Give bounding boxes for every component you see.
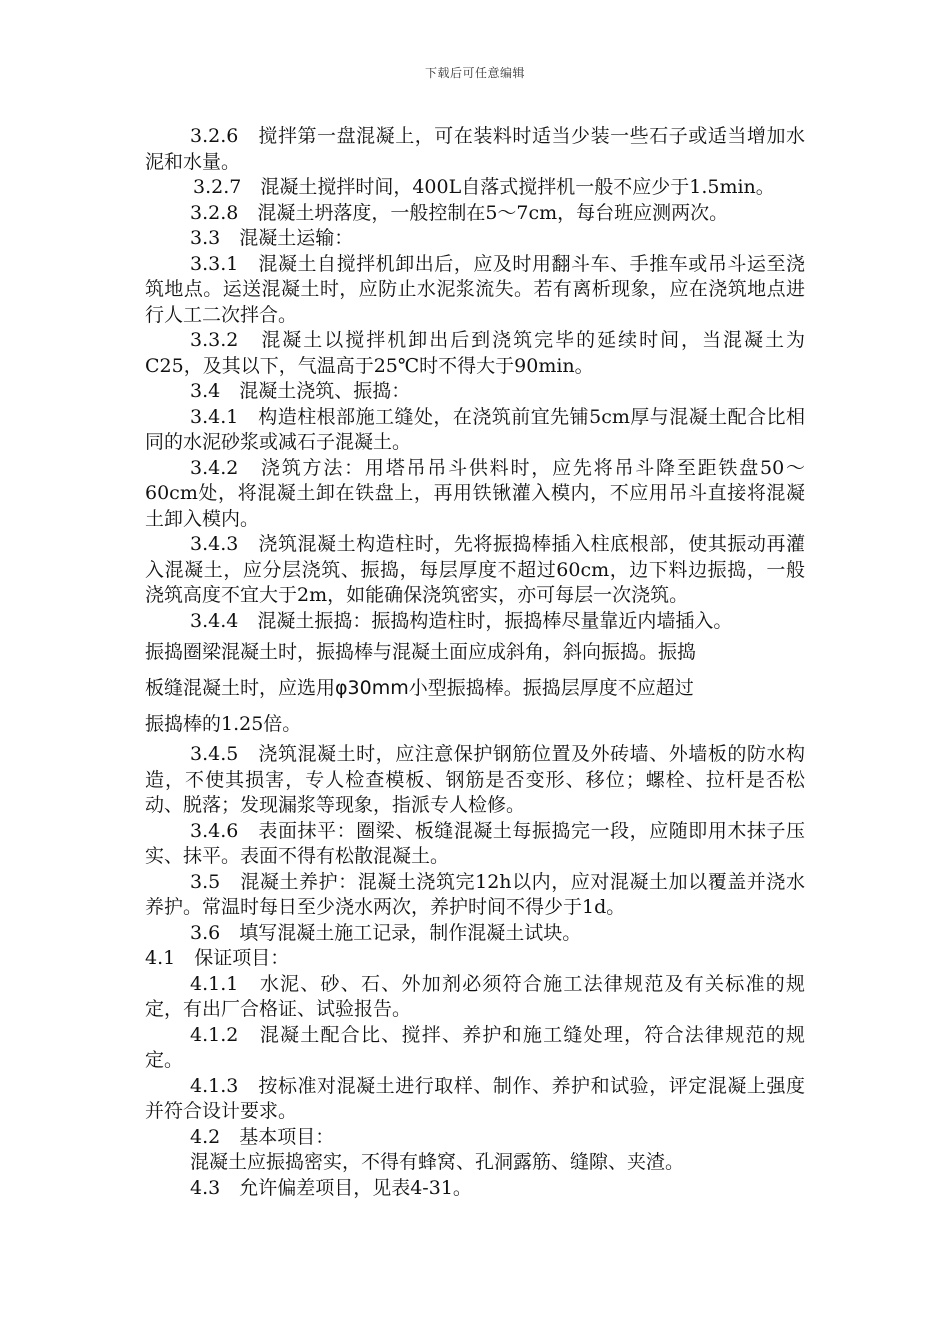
paragraph-3-4-2: 3.4.2 浇筑方法：用塔吊吊斗供料时，应先将吊斗降至距铁盘50～60cm处，将混凝土卸在铁盘上，再用铁锹灌入模内，不应用吊斗直接将混凝土卸入模内。 [145,456,805,530]
paragraph-4-1-1: 4.1.1 水泥、砂、石、外加剂必须符合施工法律规范及有关标准的规定，有出厂合格证、试验报告。 [145,972,805,1020]
paragraph-3-4-3: 3.4.3 浇筑混凝土构造柱时，先将振捣棒插入柱底根部，使其振动再灌入混凝土，应分层浇筑、振捣，每层厚度不超过60cm，边下料边振捣，一般浇筑高度不宜大于2m，如能确保浇筑密实，亦可每层一次浇筑。 [145,533,805,606]
paragraph-3-4-5: 3.4.5 浇筑混凝土时，应注意保护钢筋位置及外砖墙、外墙板的防水构造，不使其损害，专人检查模板、钢筋是否变形、移位；螺栓、拉杆是否松动、脱落；发现漏浆等现象，指派专人检修。 [145,743,805,816]
heading-3-4: 3.4 混凝土浇筑、振捣： [190,380,411,402]
paragraph-3-4-4-line1: 3.4.4 混凝土振捣：振捣构造柱时，振捣棒尽量靠近内墙插入。 [190,609,733,632]
paragraph-3-3-1: 3.3.1 混凝土自搅拌机卸出后，应及时用翻斗车、手推车或吊斗运至浇筑地点。运送混凝土时，应防止水泥浆流失。若有离析现象，应在浇筑地点进行人工二次拌合。 [145,252,805,326]
paragraph-3-5: 3.5 混凝土养护：混凝土浇筑完12h以内，应对混凝土加以覆盖并浇水养护。常温时每日至少浇水两次，养护时间不得少于1d。 [145,870,805,918]
line3-post-text: 小型振捣棒。振捣层厚度不应超过 [408,677,694,699]
paragraph-3-4-4-line2: 振捣圈梁混凝土时，振捣棒与混凝土面应成斜角，斜向振捣。振捣 [145,641,697,663]
paragraph-3-4-6: 3.4.6 表面抹平：圈梁、板缝混凝土每振捣完一段，应随即用木抹子压实、抹平。表面不得有松散混凝土。 [145,819,805,867]
paragraph-3-4-4-line3 [145,670,805,706]
paragraph-3-3-2: 3.3.2 混凝土以搅拌机卸出后到浇筑完毕的延续时间，当混凝土为C25，及其以下，气温高于25℃时不得大于90min。 [145,329,805,377]
paragraph-3-2-8: 3.2.8 混凝土坍落度，一般控制在5～7cm，每台班应测两次。 [190,201,729,224]
page-header: 下载后可任意编辑 [424,66,525,80]
heading-3-3: 3.3 混凝土运输： [190,227,354,249]
paragraph-4-1-3: 4.1.3 按标准对混凝土进行取样、制作、养护和试验，评定混凝上强度并符合设计要求。 [145,1074,805,1122]
paragraph-4-2-body: 混凝土应振捣密实，不得有蜂窝、孔洞露筋、缝隙、夹渣。 [190,1151,685,1173]
heading-4-1: 4.1 保证项目： [145,947,290,969]
paragraph-4-1-2: 4.1.2 混凝土配合比、搅拌、养护和施工缝处理，符合法律规范的规定。 [145,1023,805,1071]
paragraph-3-2-7: 3.2.7 混凝土搅拌时间，400L自落式搅拌机一般不应少于1.5min。 [193,176,775,198]
heading-4-2: 4.2 基本项目： [190,1125,335,1148]
paragraph-4-3: 4.3 允许偏差项目，见表4-31。 [190,1176,472,1199]
document-body [145,124,805,1201]
paragraph-3-4-1: 3.4.1 构造柱根部施工缝处，在浇筑前宜先铺5cm厚与混凝土配合比相同的水泥砂浆或减石子混凝土。 [145,405,805,453]
line3-pre-text: 板缝混凝土时，应选用 [145,677,336,699]
paragraph-3-2-6: 3.2.6 搅拌第一盘混凝上，可在装料时适当少装一些石子或适当增加水泥和水量。 [145,125,805,173]
phi-dimension: φ30mm [335,677,409,699]
paragraph-3-6: 3.6 填写混凝土施工记录，制作混凝土试块。 [190,921,582,944]
paragraph-3-4-4-line4: 振捣棒的1.25倍。 [145,713,302,735]
